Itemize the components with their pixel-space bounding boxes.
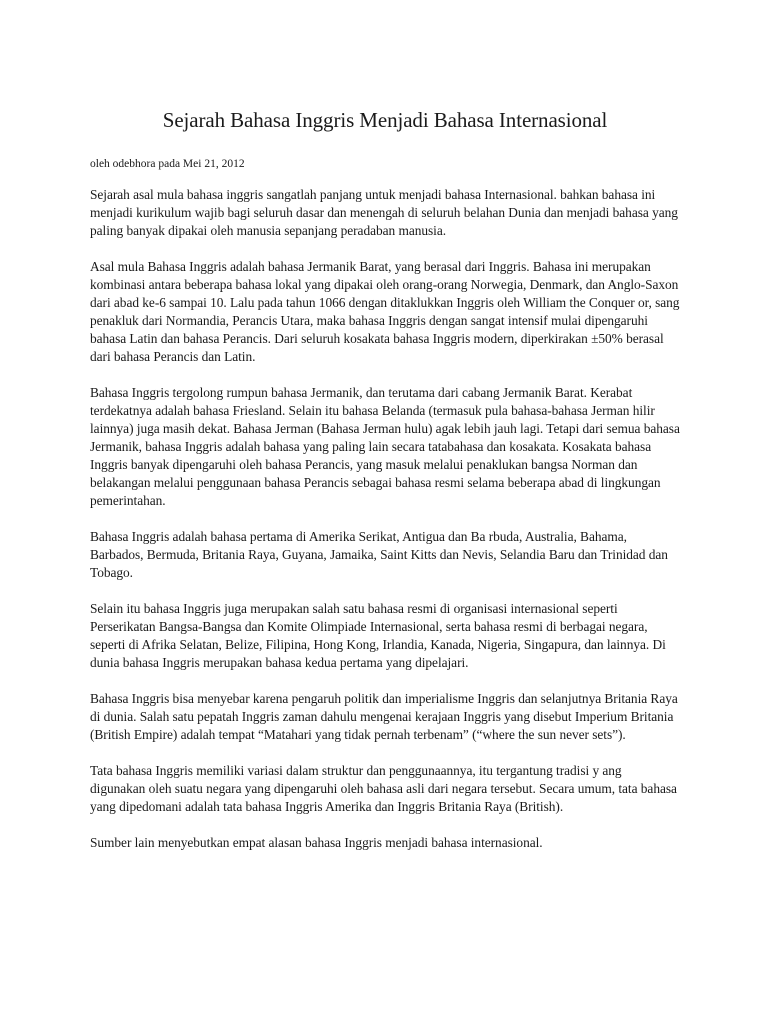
paragraph-spread: Bahasa Inggris bisa menyebar karena pengaruh politik dan imperialisme Inggris dan selanjutnya Britania Raya di dunia. Salah satu pepatah Inggris zaman dahulu mengenai kerajaan Inggris yang disebut Imperium Britania (British Empire) adalah tempat “Matahari yang tidak pernah terbenam” (“where the sun never sets”). xyxy=(90,691,678,743)
paragraph-grammar: Tata bahasa Inggris memiliki variasi dalam struktur dan penggunaannya, itu tergantung tradisi y ang digunakan oleh suatu negara yang dipengaruhi oleh bahasa asli dari negara tersebut. Secara umum, tata bahasa yang dipedomani adalah tata bahasa Inggris Amerika dan Inggris Britania Raya (British). xyxy=(90,763,677,815)
paragraph-language-family: Bahasa Inggris tergolong rumpun bahasa Jermanik, dan terutama dari cabang Jermanik Barat. Kerabat terdekatnya adalah bahasa Friesland. Selain itu bahasa Belanda (termasuk pula bahasa-bahasa Jerman hilir lainnya) juga masih dekat. Bahasa Jerman (Bahasa Jerman hulu) agak lebih jauh lagi. Tetapi dari semua bahasa Jermanik, bahasa Inggris adalah bahasa yang paling lain secara tatabahasa dan kosakata. Kosakata bahasa Inggris banyak dipengaruhi oleh bahasa Perancis, yang masuk melalui penaklukan bangsa Norman dan belakangan melalui penggunaan bahasa Perancis sebagai bahasa resmi selama beberapa abad di lingkungan pemerintahan. xyxy=(90,385,680,509)
paragraph-official-language: Selain itu bahasa Inggris juga merupakan salah satu bahasa resmi di organisasi internasional seperti Perserikatan Bangsa-Bangsa dan Komite Olimpiade Internasional, serta bahasa resmi di berbagai negara, seperti di Afrika Selatan, Belize, Filipina, Hong Kong, Irlandia, Kanada, Nigeria, Singapura, dan lainnya. Di dunia bahasa Inggris merupakan bahasa kedua pertama yang dipelajari. xyxy=(90,601,666,671)
paragraph-first-language-countries: Bahasa Inggris adalah bahasa pertama di Amerika Serikat, Antigua dan Ba rbuda, Australia, Bahama, Barbados, Bermuda, Britania Raya, Guyana, Jamaika, Saint Kitts dan Nevis, Selandia Baru dan Trinidad dan Tobago. xyxy=(90,529,668,581)
author-date-line: oleh odebhora pada Mei 21, 2012 xyxy=(90,158,245,171)
paragraph-origin: Asal mula Bahasa Inggris adalah bahasa Jermanik Barat, yang berasal dari Inggris. Bahasa ini merupakan kombinasi antara beberapa bahasa lokal yang dipakai oleh orang-orang Norwegia, Denmark, dan Anglo-Saxon dari abad ke-6 sampai 10. Lalu pada tahun 1066 dengan ditaklukkan Inggris oleh William the Conquer or, sang penakluk dari Normandia, Perancis Utara, maka bahasa Inggris dengan sangat intensif mulai dipengaruhi bahasa Latin dan bahasa Perancis. Dari seluruh kosakata bahasa Inggris modern, diperkirakan ±50% berasal dari bahasa Perancis dan Latin. xyxy=(90,259,680,365)
document-title: Sejarah Bahasa Inggris Menjadi Bahasa Internasional xyxy=(162,108,608,132)
document-page xyxy=(90,108,680,870)
paragraph-reasons: Sumber lain menyebutkan empat alasan bahasa Inggris menjadi bahasa internasional. xyxy=(90,835,543,851)
paragraph-intro: Sejarah asal mula bahasa inggris sangatlah panjang untuk menjadi bahasa Internasional. bahkan bahasa ini menjadi kurikulum wajib bagi seluruh dasar dan menengah di seluruh belahan Dunia dan menjadi bahasa yang paling banyak dipakai oleh manusia sepanjang peradaban manusia. xyxy=(90,187,678,239)
